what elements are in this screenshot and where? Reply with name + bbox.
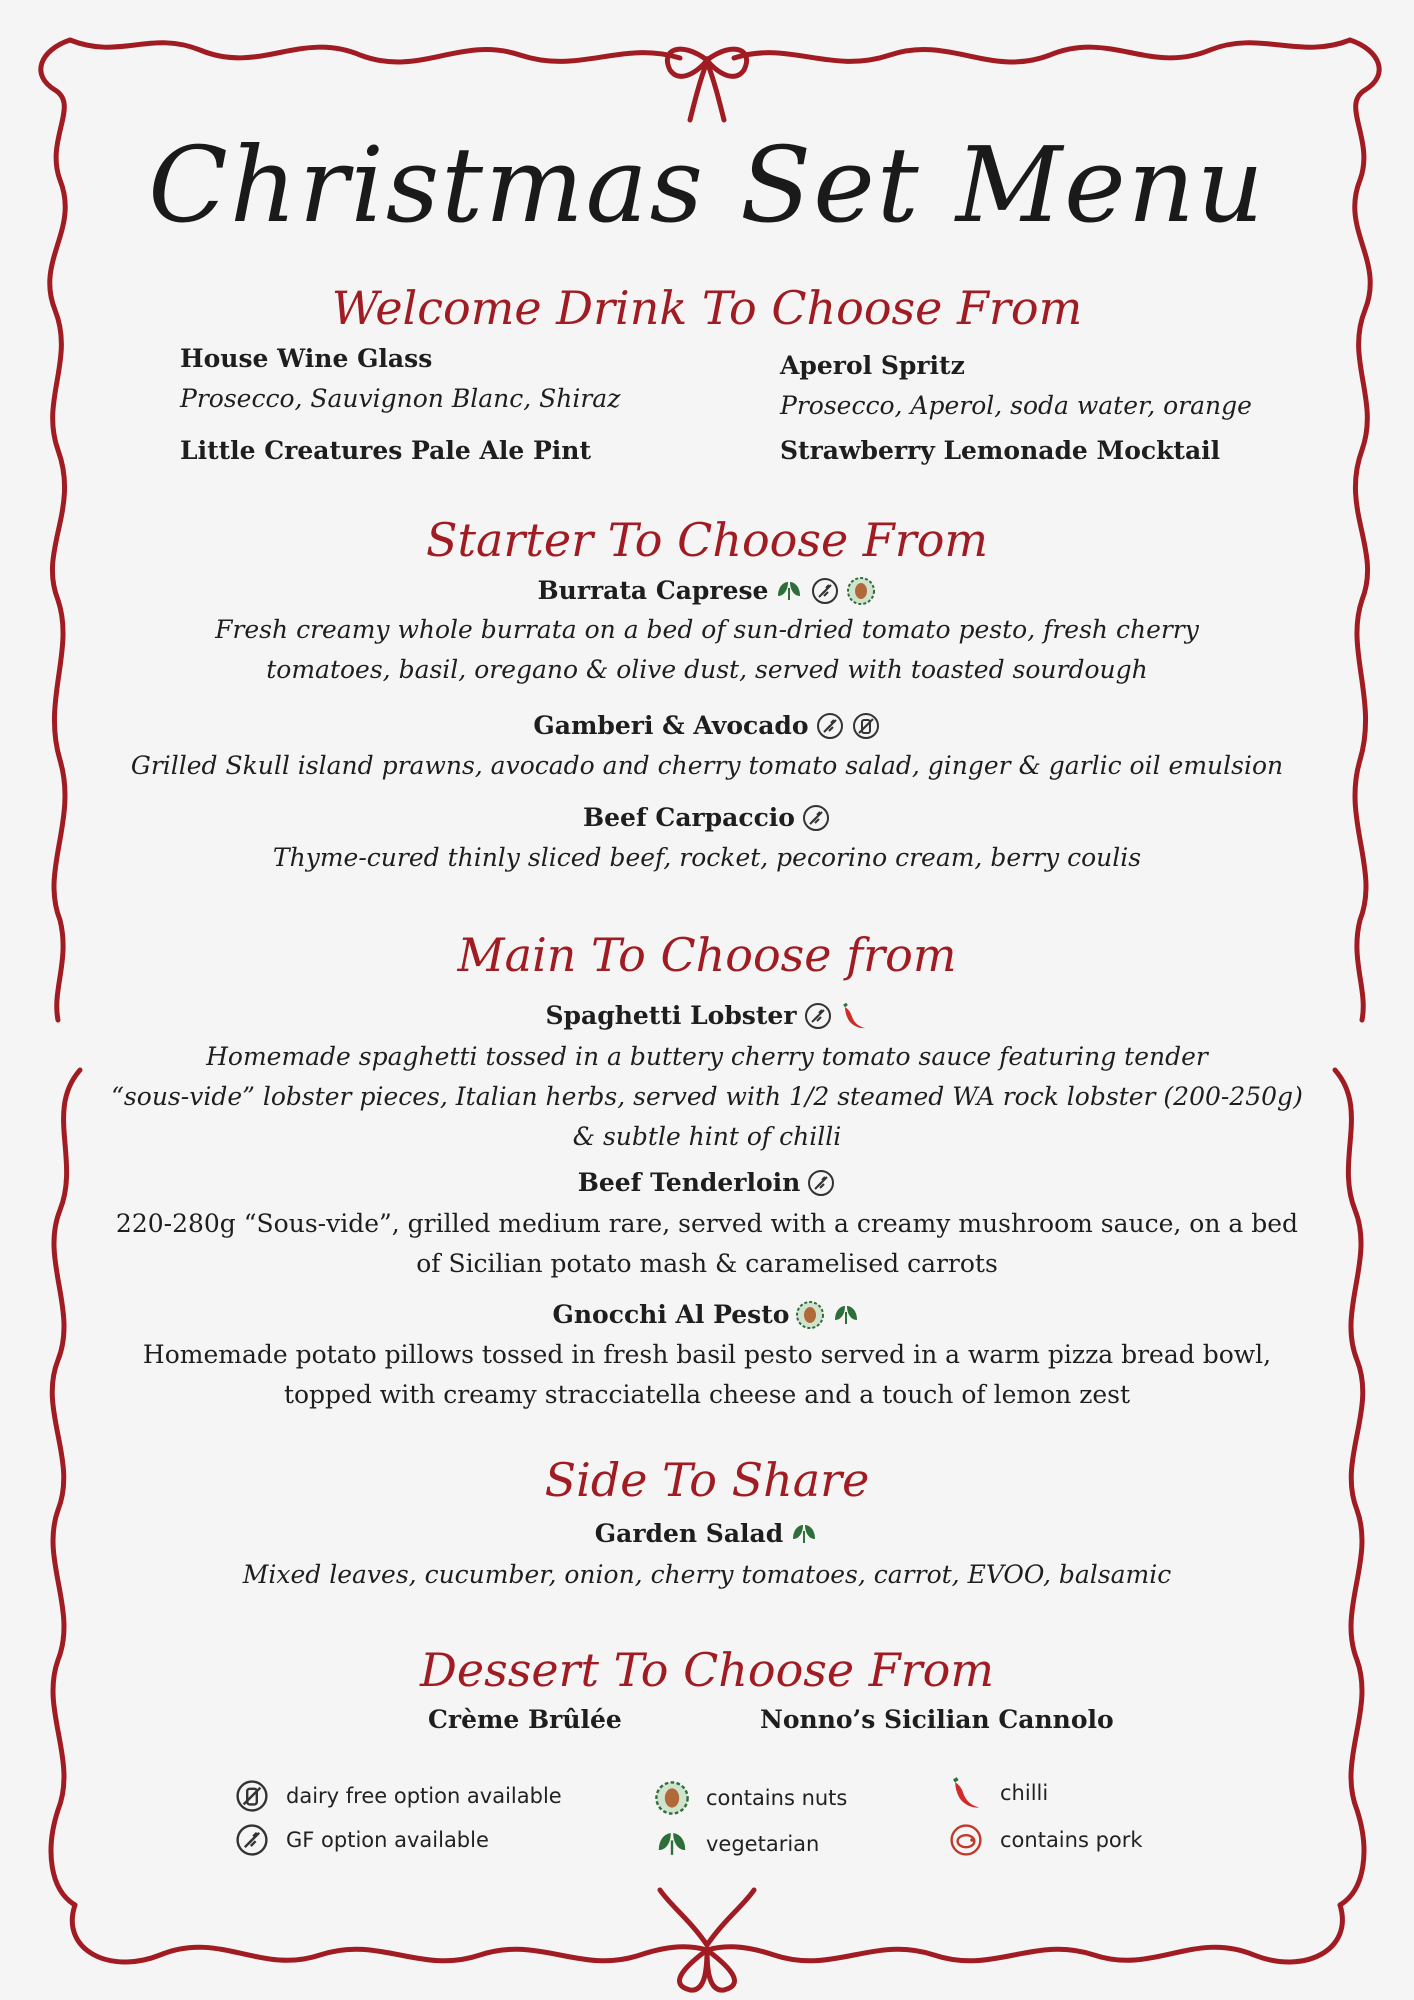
dairy-free-icon [851,711,881,741]
desc-line: Grilled Skull island prawns, avocado and cherry tomato salad, ginger & garlic oil emulsion [130,751,1284,780]
dessert-cannolo: Nonno’s Sicilian Cannolo [760,1705,1114,1734]
legend-label: chilli [1000,1781,1049,1805]
dish-gamberi-avocado [0,711,1414,741]
pork-icon [948,1822,984,1858]
nuts-icon [795,1300,825,1330]
legend-vegetarian [654,1826,819,1862]
desc-line: tomatoes, basil, oregano & olive dust, served with toasted sourdough [266,655,1148,684]
legend-label: contains pork [1000,1828,1143,1852]
drink-mocktail-name: Strawberry Lemonade Mocktail [780,436,1221,465]
gluten-free-icon [234,1822,270,1858]
dish-name: Garden Salad [594,1519,784,1548]
welcome-drink-title: Welcome Drink To Choose From [331,281,1083,335]
dish-spaghetti-lobster-desc [110,1037,1304,1157]
dish-name: Beef Tenderloin [577,1168,801,1197]
page-title: Christmas Set Menu [148,124,1266,246]
dish-burrata-caprese [0,576,1414,606]
legend-chilli [948,1775,1048,1811]
gluten-free-icon [810,576,840,606]
dish-gamberi-avocado-desc [110,746,1304,786]
dish-beef-carpaccio-desc [110,838,1304,878]
drink-house-wine-name: House Wine Glass [180,344,433,373]
vegetarian-icon [789,1519,819,1549]
desc-line: Homemade spaghetti tossed in a buttery cherry tomato sauce featuring tender [206,1042,1208,1071]
gluten-free-icon [803,1001,833,1031]
legend-label: GF option available [286,1828,489,1852]
vegetarian-icon [654,1826,690,1862]
legend-label: dairy free option available [286,1784,562,1808]
gluten-free-icon [806,1168,836,1198]
desc-line: & subtle hint of chilli [572,1122,842,1151]
chilli-icon [839,1001,869,1031]
dessert-creme-brulee: Crème Brûlée [428,1705,622,1734]
nuts-icon [654,1780,690,1816]
dish-spaghetti-lobster [0,1001,1414,1031]
legend-label: contains nuts [706,1786,848,1810]
gluten-free-icon [801,803,831,833]
desc-line: Fresh creamy whole burrata on a bed of sun-dried tomato pesto, fresh cherry [215,615,1199,644]
desc-line: “sous-vide” lobster pieces, Italian herbs, served with 1/2 steamed WA rock lobster (200-250g) [111,1082,1303,1111]
desc-line: Mixed leaves, cucumber, onion, cherry tomatoes, carrot, EVOO, balsamic [242,1560,1172,1589]
drink-aperol-desc: Prosecco, Aperol, soda water, orange [780,391,1252,420]
side-title: Side To Share [544,1453,870,1507]
drink-pale-ale-name: Little Creatures Pale Ale Pint [180,436,591,465]
dish-name: Gamberi & Avocado [533,711,809,740]
dish-garden-salad [0,1519,1414,1549]
legend-gluten-free [234,1822,489,1858]
legend-nuts [654,1780,847,1816]
dish-name: Burrata Caprese [537,576,769,605]
legend-label: vegetarian [706,1832,820,1856]
dish-gnocchi-al-pesto-desc [110,1335,1304,1415]
nuts-icon [846,576,876,606]
starter-title: Starter To Choose From [425,513,989,567]
dessert-title: Dessert To Choose From [420,1643,994,1697]
dish-beef-tenderloin-desc [110,1204,1304,1284]
dish-gnocchi-al-pesto [0,1300,1414,1330]
dish-name: Beef Carpaccio [583,803,795,832]
desc-line: of Sicilian potato mash & caramelised carrots [416,1249,998,1278]
dish-name: Spaghetti Lobster [545,1001,797,1030]
dish-beef-carpaccio [0,803,1414,833]
desc-line: Homemade potato pillows tossed in fresh basil pesto served in a warm pizza bread bowl, [142,1340,1272,1369]
dish-burrata-caprese-desc [110,610,1304,690]
desc-line: 220-280g “Sous-vide”, grilled medium rare, served with a creamy mushroom sauce, on a bed [115,1209,1299,1238]
main-title: Main To Choose from [457,928,957,982]
vegetarian-icon [831,1300,861,1330]
gluten-free-icon [815,711,845,741]
vegetarian-icon [774,576,804,606]
desc-line: topped with creamy stracciatella cheese and a touch of lemon zest [283,1380,1131,1409]
dairy-free-icon [234,1778,270,1814]
dish-beef-tenderloin [0,1168,1414,1198]
drink-house-wine-desc: Prosecco, Sauvignon Blanc, Shiraz [180,384,621,413]
dish-garden-salad-desc [110,1555,1304,1595]
legend-pork [948,1822,1143,1858]
legend-dairy-free [234,1778,562,1814]
drink-aperol-name: Aperol Spritz [780,351,965,380]
dish-name: Gnocchi Al Pesto [552,1300,790,1329]
desc-line: Thyme-cured thinly sliced beef, rocket, pecorino cream, berry coulis [272,843,1142,872]
chilli-icon [948,1775,984,1811]
